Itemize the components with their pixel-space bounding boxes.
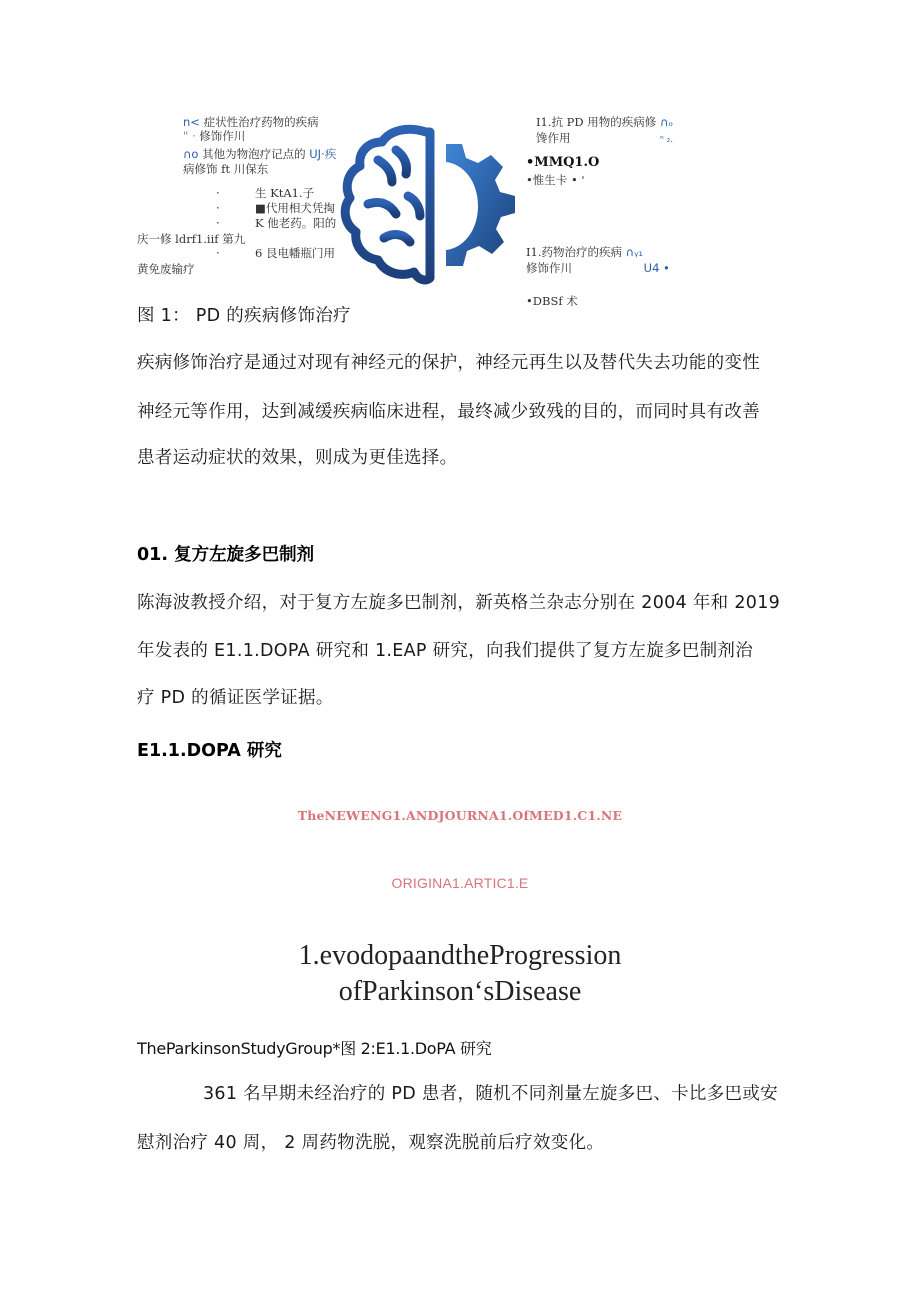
paragraph-1-line-1: 疾病修饰治疗是通过对现有神经元的保护，神经元再生以及替代失去功能的变性 [137,353,760,373]
left-bullet-4: 6 艮电幡瓶门用 [255,246,335,260]
left-label-1 [183,115,319,129]
right-label-6-suffix: U4 • [643,261,670,275]
subheading-eldopa: E1.1.DOPA 研究 [137,741,282,761]
bullet-dot-4: · [216,246,220,260]
right-label-5-text: I1.药物治疗的疾病 [526,245,623,259]
section-heading-01: 01. 复方左旋多巴制剂 [137,545,315,565]
left-label-2 [183,129,245,143]
left-label-4: 病修饰 ft 川保东 [183,162,269,176]
article-title-line-1: 1.evodopaandtheProgression [298,940,622,971]
left-label-3-prefix: ∩o [183,147,199,161]
right-label-2 [536,131,673,147]
left-label-1-text: 症状性治疗药物的疾病 [203,115,319,129]
left-bullet-4-left: 庆一修 ldrf1.iif 第九 [137,232,246,246]
paragraph-2-line-1: 陈海波教授介绍，对于复方左旋多巴制剂，新英格兰杂志分别在 2004 年和 2019 [137,593,781,613]
right-label-1-text: I1.抗 PD 用物的疾病修 [536,115,657,129]
left-bullet-1: 生 KtA1.子 [255,186,315,200]
figure-2-caption: TheParkinsonStudyGroup*图 2:E1.1.DoPA 研究 [137,1039,492,1058]
figure-1-caption: 图 1： PD 的疾病修饰治疗 [137,306,351,326]
paragraph-2-line-2: 年发表的 E1.1.DOPA 研究和 1.EAP 研究，向我们提供了复方左旋多巴制剂治 [137,641,754,661]
right-label-6-text: 修饰作川 [526,261,572,275]
gear-outline [446,144,515,266]
left-bullet-5: 黄免废输疗 [137,262,195,276]
right-label-2-text: 馋作用 [536,131,571,145]
article-type: ORIGINA1.ARTIC1.E [391,875,529,891]
paragraph-2-line-3: 疗 PD 的循证医学证据。 [137,688,334,708]
bullet-dot-1: · [216,186,220,200]
paragraph-1-line-2: 神经元等作用，达到减缓疾病临床进程，最终减少致残的目的，而同时具有改善 [137,402,760,422]
brain-gear-icon [338,120,538,290]
right-label-1-suffix: ∩ₒ [659,115,674,129]
bullet-dot-2: · [216,201,220,215]
left-label-2-text: 修饰作川 [199,129,246,143]
paragraph-3-line-1: 361 名早期未经治疗的 PD 患者，随机不同剂量左旋多巴、卡比多巴或安 [203,1084,778,1104]
right-label-2-suffix: ⁿ ₂. [660,135,674,145]
left-label-3-text: 其他为物泡疗记点的 [202,147,306,161]
right-label-5-suffix: ∩ᵧ₁ [625,245,643,259]
left-label-3-suffix: UJ·疾 [309,147,337,161]
left-bullet-2: ■代用相犬凭掏 [255,201,335,215]
bullet-dot-3: · [216,216,220,230]
right-label-4: •惟生卡 • ' [526,173,585,187]
left-label-1-prefix: n< [183,115,200,129]
paragraph-1-line-3: 患者运动症状的效果，则成为更佳选择。 [137,448,458,468]
left-label-3 [183,147,336,161]
journal-name: TheNEWENG1.ANDJOURNA1.OfMED1.C1.NE [297,808,623,823]
right-label-7: •DBSf 术 [526,294,578,308]
paragraph-3-line-2: 慰剂治疗 40 周， 2 周药物洗脱，观察洗脱前后疗效变化。 [137,1133,605,1153]
right-label-5 [526,245,643,259]
brain-outline [345,129,430,280]
right-label-3: •MMQ1.O [526,155,600,170]
right-label-6 [526,261,670,275]
left-bullet-3: K 他老药。阳的 [255,216,337,230]
left-label-2-prefix: " · [183,129,196,143]
right-label-1 [536,115,673,129]
article-title-line-2: ofParkinsonʻsDisease [338,976,582,1007]
